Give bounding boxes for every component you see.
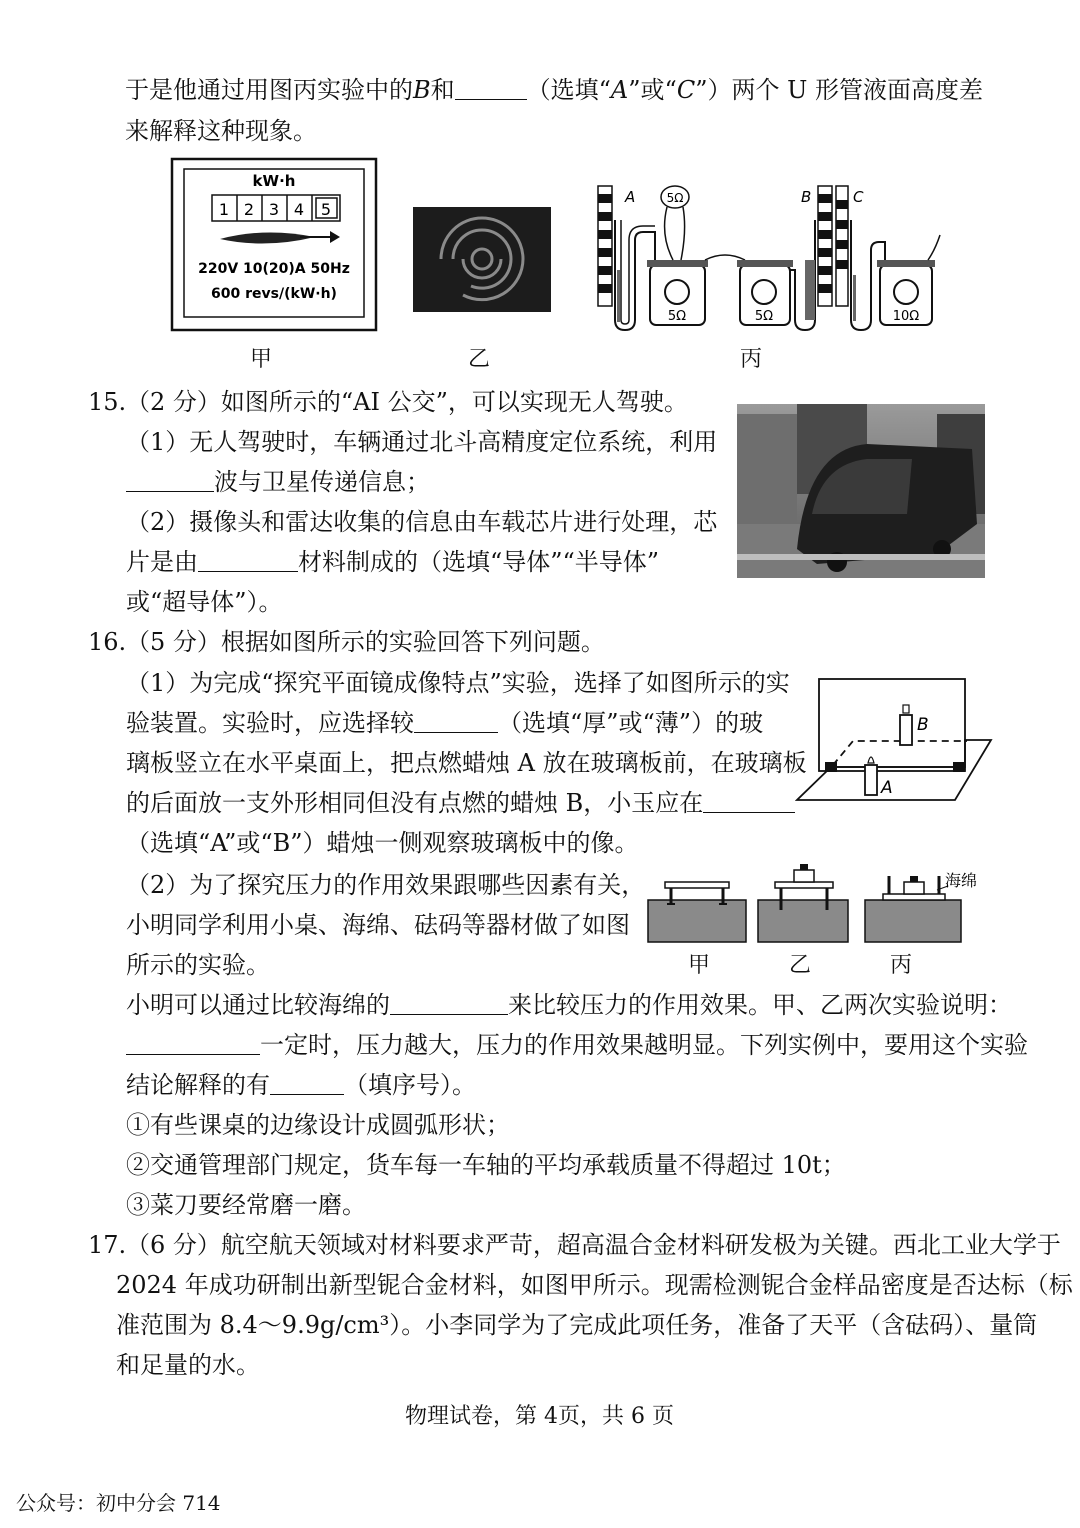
sponge-caption-jia: 甲 bbox=[688, 953, 711, 978]
q15-part2: （2）摄像头和雷达收集的信息由车载芯片进行处理，芯 bbox=[126, 508, 718, 536]
electric-meter-figure bbox=[170, 157, 378, 332]
sponge-exp-jia bbox=[648, 882, 746, 942]
sponge-exp-yi bbox=[758, 864, 848, 942]
q15-part2-end: 或“超导体”）。 bbox=[126, 588, 283, 616]
resistor-label: 5Ω bbox=[754, 309, 774, 324]
figure-caption-jia: 甲 bbox=[250, 347, 273, 372]
meter-digit: 2 bbox=[243, 200, 255, 219]
sponge-label: 海绵 bbox=[945, 871, 978, 890]
sponge-caption-bing: 丙 bbox=[890, 953, 913, 978]
u-tube-b-scale bbox=[818, 186, 832, 306]
u-tube-c-scale bbox=[836, 186, 848, 306]
q16-part2-l6: 结论解释的有 （填序号）。 bbox=[126, 1071, 476, 1099]
heating-coil-photo bbox=[413, 207, 551, 312]
q16-part1-l5: （选填“A”或“B”）蜡烛一侧观察玻璃板中的像。 bbox=[126, 829, 639, 857]
page-footer: 物理试卷，第 4页，共 6 页 bbox=[405, 1404, 674, 1429]
u-tube-label-b: B bbox=[801, 188, 812, 206]
figure-caption-yi: 乙 bbox=[468, 347, 491, 372]
u-tube-label-c: C bbox=[853, 188, 864, 206]
meter-digit: 5 bbox=[320, 200, 332, 219]
q16-part1-l4: 的后面放一支外形相同但没有点燃的蜡烛 B，小玉应在 bbox=[126, 788, 795, 818]
answer-blank[interactable] bbox=[126, 469, 214, 492]
meter-spec-1: 220V 10(20)A 50Hz bbox=[198, 261, 350, 277]
u-tube-label-a: A bbox=[625, 188, 636, 206]
sponge-pressure-experiments bbox=[645, 860, 985, 945]
candle-a-label: A bbox=[881, 778, 893, 798]
q16-part1-l2: 验装置。实验时，应选择较 （选填“厚”或“薄”）的玻 bbox=[126, 709, 764, 737]
u-tube-a-scale bbox=[598, 186, 612, 306]
resistor-label: 10Ω bbox=[892, 309, 920, 324]
q16-option-1: ①有些课桌的边缘设计成圆弧形状； bbox=[126, 1111, 510, 1139]
answer-blank[interactable] bbox=[455, 77, 527, 100]
answer-blank[interactable] bbox=[390, 992, 508, 1015]
q16-stem: （5 分）根据如图所示的实验回答下列问题。 bbox=[126, 628, 605, 656]
watermark-text: 公众号：初中分会 714 bbox=[16, 1491, 221, 1515]
question-number: 15. bbox=[88, 388, 127, 416]
question-number: 16. bbox=[88, 628, 127, 656]
q15-part2-cont: 片是由 材料制成的（选填“导体”“半导体” bbox=[126, 548, 660, 576]
u-tube-apparatus bbox=[595, 180, 945, 338]
sponge-caption-yi: 乙 bbox=[789, 953, 812, 978]
meter-unit-label: kW·h bbox=[252, 172, 296, 190]
resistor-label: 5Ω bbox=[667, 309, 687, 324]
meter-digit: 4 bbox=[293, 200, 305, 219]
answer-blank[interactable] bbox=[198, 549, 298, 572]
meter-digit: 1 bbox=[218, 200, 230, 219]
q14-line1: 于是他通过用图丙实验中的B和 （选填“A”或“C”）两个 U 形管液面高度差 bbox=[125, 76, 983, 104]
resistor-label: 5Ω bbox=[666, 191, 684, 205]
q14-line2: 来解释这种现象。 bbox=[125, 117, 317, 145]
q16-part1-l3: 璃板竖立在水平桌面上，把点燃蜡烛 A 放在玻璃板前，在玻璃板 bbox=[126, 749, 807, 777]
q17-line1: （6 分）航空航天领域对材料要求严苛，超高温合金材料研发极为关键。西北工业大学于 bbox=[126, 1231, 1061, 1259]
q15-part1-cont: 波与卫星传递信息； bbox=[126, 467, 430, 497]
meter-spec-2: 600 revs/(kW·h) bbox=[211, 286, 337, 302]
figure-caption-bing: 丙 bbox=[740, 347, 763, 372]
q16-option-3: ③菜刀要经常磨一磨。 bbox=[126, 1191, 366, 1219]
q16-part2-l2: 小明同学利用小桌、海绵、砝码等器材做了如图 bbox=[126, 911, 630, 939]
q17-line4: 和足量的水。 bbox=[116, 1351, 260, 1379]
plane-mirror-setup bbox=[795, 675, 995, 805]
q16-part2-l5: 一定时，压力越大，压力的作用效果越明显。下列实例中，要用这个实验 bbox=[126, 1030, 1028, 1060]
meter-digit-boxes bbox=[212, 195, 340, 221]
q17-line3: 准范围为 8.4～9.9g/cm³）。小李同学为了完成此项任务，准备了天平（含砝码）、量筒 bbox=[116, 1311, 1038, 1339]
q17-line2: 2024 年成功研制出新型铌合金材料，如图甲所示。现需检测铌合金样品密度是否达标（标 bbox=[116, 1271, 1073, 1299]
meter-digit: 3 bbox=[268, 200, 280, 219]
answer-blank[interactable] bbox=[270, 1072, 344, 1095]
q16-part1-l1: （1）为完成“探究平面镜成像特点”实验，选择了如图所示的实 bbox=[126, 669, 790, 697]
answer-blank[interactable] bbox=[703, 790, 795, 813]
answer-blank[interactable] bbox=[414, 710, 498, 733]
q16-part2-l3: 所示的实验。 bbox=[126, 951, 270, 979]
q16-part2-l1: （2）为了探究压力的作用效果跟哪些因素有关， bbox=[126, 871, 646, 899]
q16-part2-l4: 小明可以通过比较海绵的 来比较压力的作用效果。甲、乙两次实验说明： bbox=[126, 991, 1012, 1019]
answer-blank[interactable] bbox=[126, 1032, 260, 1055]
ai-bus-photo bbox=[737, 404, 985, 578]
candle-b-label: B bbox=[917, 715, 929, 735]
question-number: 17. bbox=[88, 1231, 127, 1259]
q16-option-2: ②交通管理部门规定，货车每一车轴的平均承载质量不得超过 10t； bbox=[126, 1151, 846, 1179]
q15-part1: （1）无人驾驶时，车辆通过北斗高精度定位系统，利用 bbox=[126, 428, 718, 456]
q15-stem: （2 分）如图所示的“AI 公交”，可以实现无人驾驶。 bbox=[126, 388, 688, 416]
